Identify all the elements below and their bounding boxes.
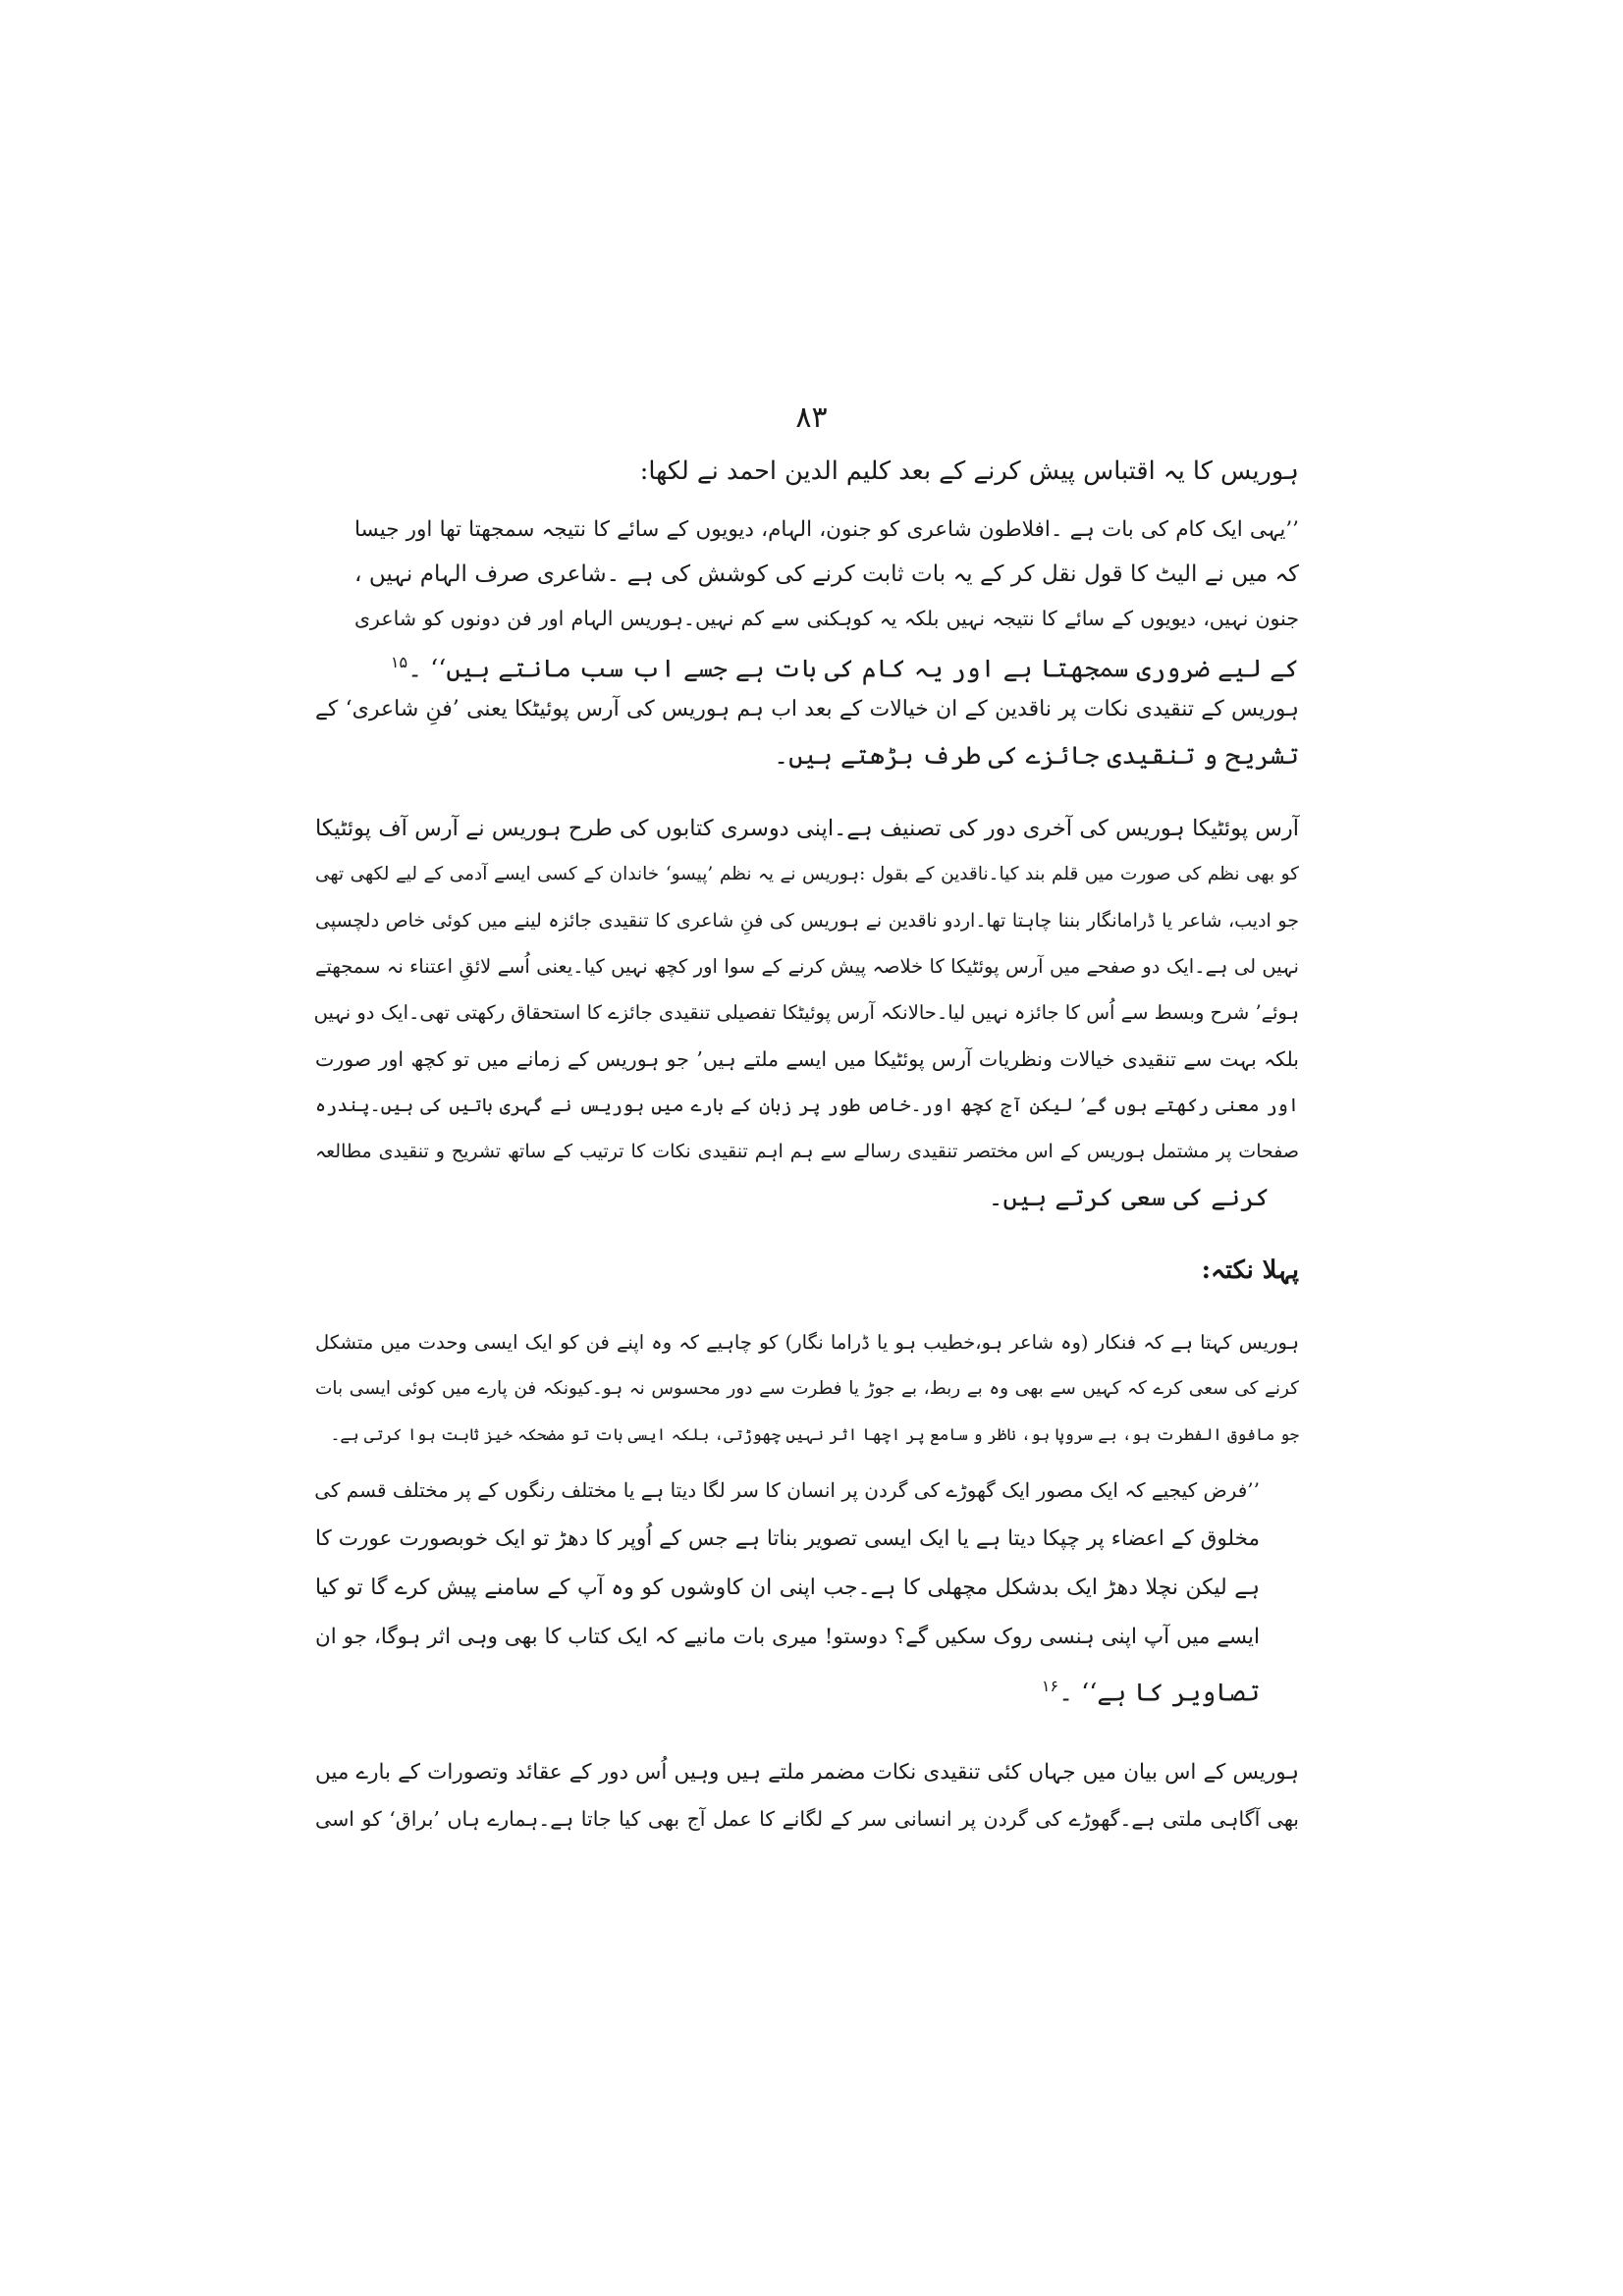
quote2-line: ایسے میں آپ اپنی ہنسی روک سکیں گے؟ دوستو! میری بات مانیے کہ ایک کتاب کا بھی وہی اثر ہوگا، جو ان [315, 1625, 1260, 1649]
paragraph-line: کو بھی نظم کی صورت میں قلم بند کیا۔ناقدین کے بقول :ہوریس نے یہ نظم ’پیسو‘ خاندان کے کسی ایسے آدمی کے لیے لکھی تھی [315, 864, 1299, 884]
paragraph-line: جو ادیب، شاعر یا ڈرامانگار بننا چاہتا تھا۔اردو ناقدین نے ہوریس کی فنِ شاعری کا تنقیدی جائزہ لینے میں کوئی خاص دلچسپی [315, 910, 1299, 932]
paragraph-line: بلکہ بہت سے تنقیدی خیالات ونظریات آرس پوئٹیکا میں ایسے ملتے ہیں’ جو ہوریس کے زمانے میں تو کچھ اور صورت [315, 1047, 1299, 1071]
quote2-last-text: تصاویر کا ہے‘‘ ۔ [1058, 1678, 1260, 1708]
paragraph-line: ہوریس کے تنقیدی نکات پر ناقدین کے ان خیالات کے بعد اب ہم ہوریس کی آرس پوئیٹکا یعنی ’فنِ شاعری‘ کے [315, 697, 1299, 721]
quote2-line: مخلوق کے اعضاء پر چپکا دیتا ہے یا ایک ایسی تصویر بناتا ہے جس کے اُوپر کا دھڑ تو ایک خوبصورت عورت کا [315, 1526, 1260, 1551]
footnote-ref-16: ۱۶ [1041, 1677, 1059, 1695]
paragraph-line: اور معنی رکھتے ہوں گے’ لیکن آج کچھ اور۔خاص طور پر زبان کے بارے میں ہوریس نے گہری باتیں کی ہیں۔پندرہ [315, 1095, 1299, 1116]
paragraph-line: کرنے کی سعی کرے کہ کہیں سے بھی وہ بے ربط، بے جوڑ یا فطرت سے دور محسوس نہ ہو۔کیونکہ فن پارے میں کوئی ایسی بات [315, 1378, 1299, 1399]
paragraph-line: ہوریس کہتا ہے کہ فنکار (وہ شاعر ہو،خطیب ہو یا ڈراما نگار) کو چاہیے کہ وہ اپنے فن کو ایک ایسی وحدت میں متشکل [315, 1331, 1299, 1354]
page-number: ۸۳ [795, 400, 828, 435]
footnote-ref-15: ۱۵ [390, 653, 408, 671]
paragraph-line: ہوئے’ شرح وبسط سے اُس کا جائزہ نہیں لیا۔حالانکہ آرس پوئیٹکا تفصیلی تنقیدی جائزے کا استحقاق رکھتی تھی۔ایک دو نہیں [313, 1001, 1299, 1024]
intro-line: ہوریس کا یہ اقتباس پیش کرنے کے بعد کلیم الدین احمد نے لکھا: [639, 456, 1299, 486]
quote1-line: کہ میں نے الیٹ کا قول نقل کر کے یہ بات ثابت کرنے کی کوشش کی ہے ۔شاعری صرف الہام نہیں ، [354, 561, 1299, 587]
paragraph-line: آرس پوئٹیکا ہوریس کی آخری دور کی تصنیف ہے۔اپنی دوسری کتابوں کی طرح ہوریس نے آرس آف پوئٹیکا [315, 816, 1299, 841]
paragraph-line: بھی آگاہی ملتی ہے۔گھوڑے کی گردن پر انسانی سر کے لگانے کا عمل آج بھی کیا جاتا ہے۔ہمارے ہاں ’براق‘ کو اسی [315, 1807, 1299, 1831]
section-heading: پہلا نکتہ: [1201, 1255, 1299, 1285]
quote1-last-text: کے لیے ضروری سمجھتا ہے اور یہ کام کی بات ہے جسے اب سب مانتے ہیں‘‘ ۔ [407, 654, 1299, 684]
quote1-line [391, 645, 1299, 687]
paragraph-line: جو مافوق الفطرت ہو، بے سروپا ہو، ناظر و سامع پر اچھا اثر نہیں چھوڑتی، بلکہ ایسی بات تو مضحکہ خیز ثابت ہوا کرتی ہے۔ [330, 1425, 1299, 1444]
paragraph-line: نہیں لی ہے۔ایک دو صفحے میں آرس پوئٹیکا کا خلاصہ پیش کرنے کے سوا اور کچھ نہیں کیا۔یعنی اُسے لائقِ اعتناء نہ سمجھتے [315, 955, 1299, 978]
quote2-line: ہے لیکن نچلا دھڑ ایک بدشکل مچھلی کا ہے۔جب اپنی ان کاوشوں کو وہ آپ کے سامنے پیش کرے گا تو کیا [315, 1575, 1260, 1600]
paragraph-line: تشریح و تنقیدی جائزے کی طرف بڑھتے ہیں۔ [774, 741, 1299, 771]
paragraph-line: کرنے کی سعی کرتے ہیں۔ [988, 1183, 1270, 1212]
paragraph-line: ہوریس کے اس بیان میں جہاں کئی تنقیدی نکات مضمر ملتے ہیں وہیں اُس دور کے عقائد وتصورات کے بارے میں [315, 1760, 1299, 1785]
quote2-line: ’’فرض کیجیے کہ ایک مصور ایک گھوڑے کی گردن پر انسان کا سر لگا دیتا ہے یا مختلف رنگوں کے پر مختلف قسم کی [314, 1478, 1260, 1502]
quote1-line: جنون نہیں، دیویوں کے سائے کا نتیجہ نہیں بلکہ یہ کوہکنی سے کم نہیں۔ہوریس الہام اور فن دونوں کو شاعری [354, 607, 1299, 630]
quote1-line: ’’یہی ایک کام کی بات ہے ۔افلاطون شاعری کو جنون، الہام، دیویوں کے سائے کا نتیجہ سمجھتا تھا اور جیسا [354, 517, 1299, 542]
quote2-line [1042, 1669, 1260, 1711]
paragraph-line: صفحات پر مشتمل ہوریس کے اس مختصر تنقیدی رسالے سے ہم اہم تنقیدی نکات کا ترتیب کے ساتھ تشریح و تنقیدی مطالعہ [315, 1141, 1299, 1162]
